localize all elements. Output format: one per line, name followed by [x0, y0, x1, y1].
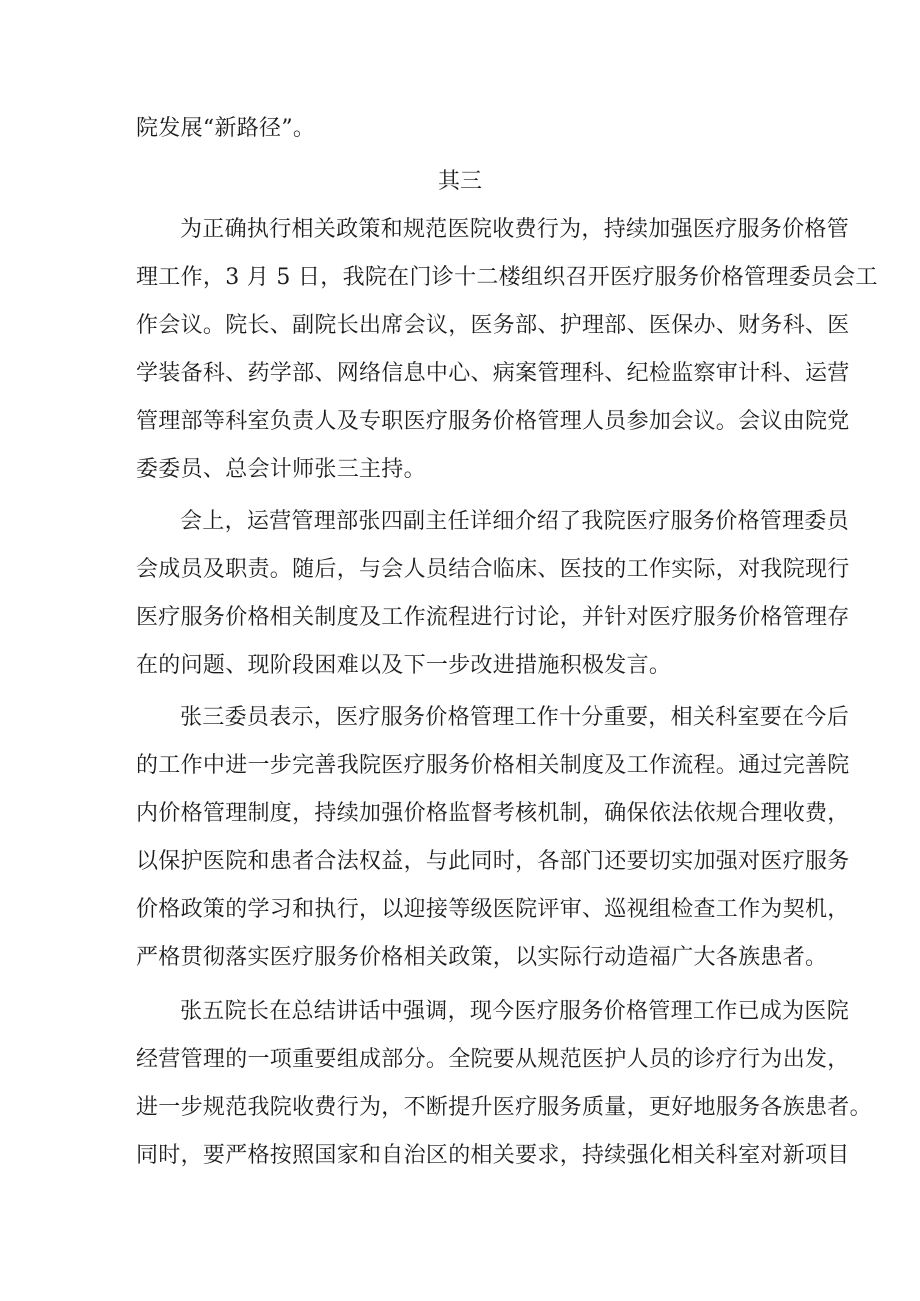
paragraph-line: 在的问题、现阶段困难以及下一步改进措施积极发言。 [136, 653, 672, 678]
paragraph-line: 同时，要严格按照国家和自治区的相关要求，持续强化相关科室对新项目 [136, 1143, 850, 1168]
paragraph-line: 医疗服务价格相关制度及工作流程进行讨论，并针对医疗服务价格管理存 [136, 605, 850, 630]
paragraph-line: 经营管理的一项重要组成部分。全院要从规范医护人员的诊疗行为出发， [136, 1047, 850, 1072]
paragraph-line: 学装备科、药学部、网络信息中心、病案管理科、纪检监察审计科、运营 [136, 361, 850, 386]
section-heading: 其三 [437, 169, 482, 194]
paragraph-line: 价格政策的学习和执行，以迎接等级医院评审、巡视组检查工作为契机， [136, 897, 850, 922]
paragraph-line: 为正确执行相关政策和规范医院收费行为，持续加强医疗服务价格管 [180, 217, 850, 242]
paragraph-line: 进一步规范我院收费行为，不断提升医疗服务质量，更好地服务各族患者。 [136, 1095, 872, 1120]
paragraph-line: 理工作，3 月 5 日，我院在门诊十二楼组织召开医疗服务价格管理委员会工 [136, 265, 878, 290]
paragraph-line: 张五院长在总结讲话中强调，现今医疗服务价格管理工作已成为医院 [180, 999, 850, 1024]
paragraph-line: 严格贯彻落实医疗服务价格相关政策，以实际行动造福广大各族患者。 [136, 945, 828, 970]
paragraph-line: 委委员、总会计师张三主持。 [136, 457, 426, 482]
paragraph-line: 管理部等科室负责人及专职医疗服务价格管理人员参加会议。会议由院党 [136, 409, 850, 434]
lead-line: 院发展“新路径”。 [136, 116, 316, 141]
paragraph-line: 会成员及职责。随后，与会人员结合临床、医技的工作实际，对我院现行 [136, 557, 850, 582]
paragraph-line: 内价格管理制度，持续加强价格监督考核机制，确保依法依规合理收费， [136, 801, 850, 826]
paragraph-line: 会上，运营管理部张四副主任详细介绍了我院医疗服务价格管理委员 [180, 509, 850, 534]
paragraph-line: 作会议。院长、副院长出席会议，医务部、护理部、医保办、财务科、医 [136, 313, 850, 338]
paragraph-line: 以保护医院和患者合法权益，与此同时，各部门还要切实加强对医疗服务 [136, 849, 850, 874]
paragraph-line: 的工作中进一步完善我院医疗服务价格相关制度及工作流程。通过完善院 [136, 753, 850, 778]
paragraph-line: 张三委员表示，医疗服务价格管理工作十分重要，相关科室要在今后 [180, 705, 850, 730]
